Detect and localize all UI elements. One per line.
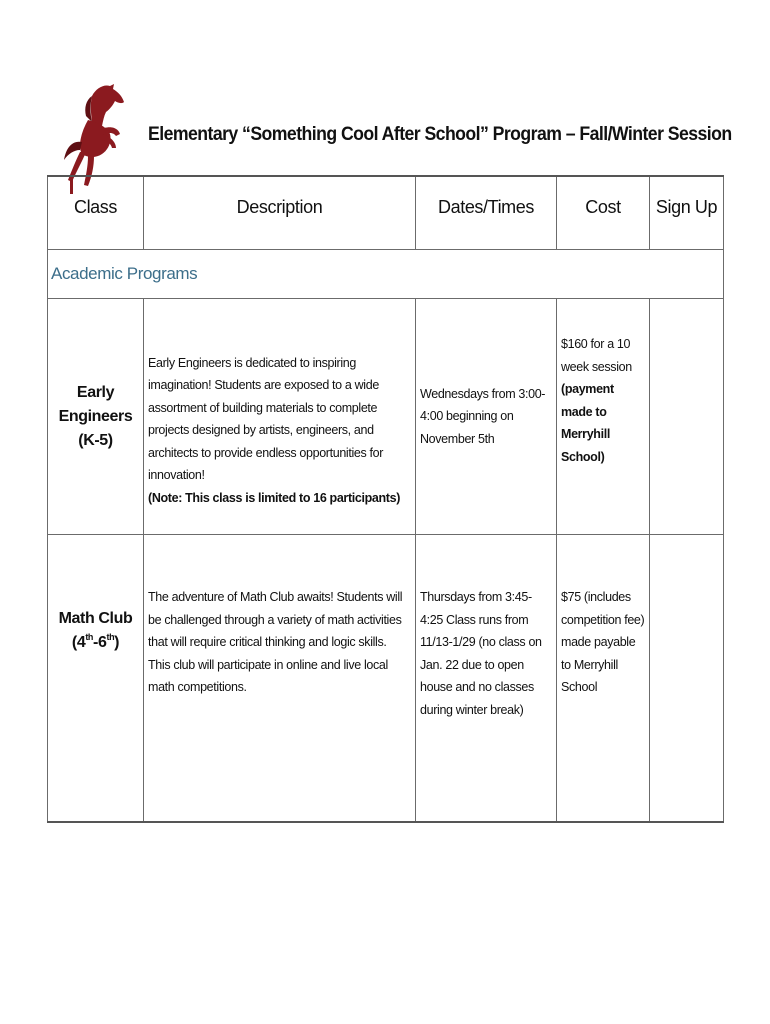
class-name: Math Club: [58, 610, 133, 627]
cost-note: (payment made to Merryhill School): [561, 382, 614, 464]
column-header-cost: Cost: [557, 176, 650, 250]
class-grade: (K-5): [78, 431, 113, 449]
table-row: [48, 299, 724, 535]
section-row: [48, 250, 724, 299]
column-header-sign-up: Sign Up: [650, 176, 724, 250]
sign-up-cell[interactable]: [650, 535, 724, 823]
column-header-dates-times: Dates/Times: [416, 176, 557, 250]
column-header-class: Class: [48, 176, 144, 250]
description-cell: [144, 299, 416, 535]
description-text: Early Engineers is dedicated to inspiring imagination! Students are exposed to a wide assortment of building materials to complete projects designed by artists, engineers, and architects to provide endless opportunities for innovation!: [148, 355, 384, 483]
table-header-row: [48, 176, 724, 250]
dates-times-cell: Wednesdays from 3:00-4:00 beginning on November 5th: [416, 299, 557, 535]
description-cell: The adventure of Math Club awaits! Students will be challenged through a variety of math activities that will require critical thinking and logic skills. This club will participate in online and live local math competitions.: [144, 535, 416, 823]
class-cell: [48, 299, 144, 535]
program-schedule-table: [47, 175, 724, 823]
column-header-description: Description: [144, 176, 416, 250]
description-note: (Note: This class is limited to 16 participants): [148, 490, 401, 505]
dates-times-cell: Thursdays from 3:45-4:25 Class runs from 11/13-1/29 (no class on Jan. 22 due to open house and no classes during winter break): [416, 535, 557, 823]
table-row: [48, 535, 724, 823]
cost-text: $160 for a 10 week session: [561, 337, 632, 374]
page-title: Elementary “Something Cool After School” Program – Fall/Winter Session: [148, 124, 732, 145]
class-name: Early Engineers: [58, 383, 133, 425]
class-cell: [48, 535, 144, 823]
section-label: Academic Programs: [48, 250, 724, 299]
sign-up-cell[interactable]: [650, 299, 724, 535]
cost-cell: $75 (includes competition fee) made payable to Merryhill School: [557, 535, 650, 823]
cost-cell: [557, 299, 650, 535]
class-grade: (4th-6th): [71, 632, 120, 651]
